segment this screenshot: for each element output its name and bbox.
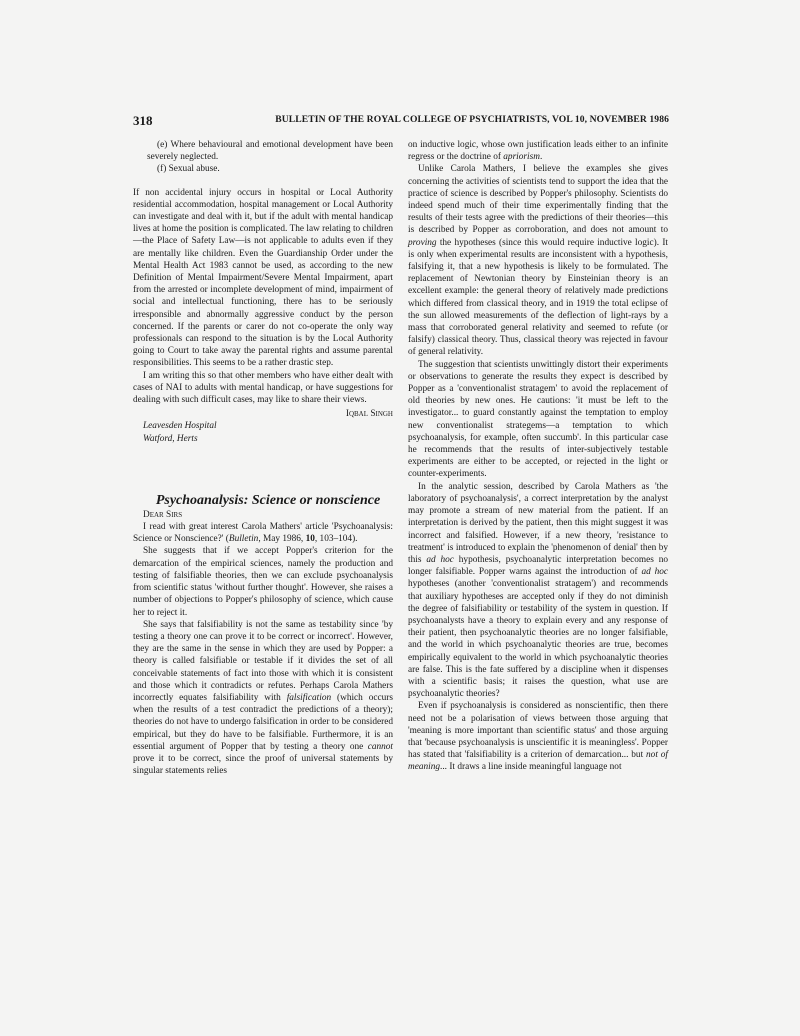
article-paragraph: She suggests that if we accept Popper's criterion for the demarcation of the empirical sciences, namely the production and testing of falsifiable theories, then we can exclude psychoanalysis from scientific status 'without further thought'. However, she raises a number of objections to Popper's philosophy of science, which cause her to reject it.	[133, 546, 393, 618]
list-item-e: (e) Where behavioural and emotional development have been severely neglected.	[147, 140, 393, 163]
journal-name: Bulletin	[228, 534, 259, 545]
page-number: 318	[133, 113, 153, 128]
list-item-f: (f) Sexual abuse.	[157, 164, 220, 175]
article-paragraph: on inductive logic, whose own justification leads either to an infinite regress or the doctrine of apriorism.	[408, 140, 668, 163]
article-paragraph: She says that falsifiability is not the same as testability since 'by testing a theory one can prove it to be correct or incorrect'. However, they are the same in the sense in which they are used by Popper: a theory is called falsifiable or testable if it divides the set of all conceivable statements of fact into those with which it is consistent and those which it contradicts or refutes. Perhaps Carola Mathers incorrectly equates falsifiability with falsification (which occurs when the results of a test contradict the predictions of a theory); theories do not have to undergo falsification in order to be considered empirical, but they do have to be falsifiable. Furthermore, it is an essential argument of Popper that by testing a theory one cannot prove it to be correct, since the proof of universal statements by singular statements relies	[133, 619, 393, 777]
article-paragraph: The suggestion that scientists unwittingly distort their experiments or observations to generate the results they expect is described by Popper as a 'conventionalist stratagem' to avoid the replacement of old theories by new ones. He cautions: 'it must be left to the investigator... to guard constantly against the temptation to employ new conventionalist strategems—a temptation to which psychoanalysis, for example, often succumb'. In this particular case he recommends that the results of inter-subjectively testable experiments are either to be accepted, or rejected in the light or counter-experiments.	[408, 359, 668, 480]
article-paragraph: Unlike Carola Mathers, I believe the examples she gives concerning the activities of scientists tend to support the idea that the practice of science is described by Popper's philosophy. Scientists do indeed spend much of their time experimentally finding that the results of their tests agree with the predictions of their theories—this is described by Popper as corroboration, and does not amount to proving the hypotheses (since this would require inductive logic). It is only when experimental results are inconsistent with a hypothesis, falsifying it, that a new hypothesis is likely to be formulated. The replacement of Newtonian theory by Einsteinian theory is an excellent example: the general theory of relatively made predictions which differed from classical theory, and in 1919 the total eclipse of the sun allowed measurements of the deflection of light-rays by a mass that corroborated general relativity and seemed to refute (or falsify) classical theory. Thus, classical theory was rejected in favour of general relativity.	[408, 164, 668, 358]
volume-number: 10	[305, 534, 315, 545]
page-header	[133, 113, 669, 129]
right-column	[408, 139, 668, 774]
author-affiliation-line: Leavesden Hospital	[143, 421, 217, 432]
article-paragraph: In the analytic session, described by Carola Mathers as 'the laboratory of psychoanalysis', a correct interpretation by the analyst may promote a stream of new material from the patient. If an interpretation is derived by the patient, then this might suggest it was incorrect and falsified. However, if a new theory, 'resistance to treatment' is introduced to explain the 'phenomenon of denial' then by this ad hoc hypothesis, psychoanalytic interpretation becomes no longer falsifiable. Popper warns against the introduction of ad hoc hypotheses (another 'conventionalist stratagem') and recommends that auxiliary hypotheses are accepted only if they do not diminish the degree of falsifiability or testability of the system in question. If psychoanalysts have a theory to explain every and any response of their patient, then psychoanalytic theories are no longer falsifiable, and the world in which psychoanalytic theories are true, becomes empirically equivalent to the world in which psychoanalytic theories are false. This is the fate suffered by a discipline when it dispenses with a scientific basis; it raises the question, what use are psychoanalytic theories?	[408, 481, 669, 700]
salutation: Dear Sirs	[143, 509, 183, 520]
letter-paragraph: If non accidental injury occurs in hospital or Local Authority residential accommodation, hospital management or Local Authority can investigate and deal with it, but if the adult with mental handicap lives at home the position is complicated. The law relating to children—the Place of Safety Law—is not applicable to adults even if they are mentally like children. Even the Guardianship Order under the Mental Health Act 1983 cannot be used, as according to the new Definition of Mental Impairment/Severe Mental Impairment, apart from the arrested or incomplete development of mind, impairment of social and intellectual functioning, there has to be seriously irresponsible and abnormally aggressive conduct by the person concerned. If the parents or carer do not co-operate the only way professionals can respond to the situation is by the Local Authority going to Court to take away the parental rights and assume parental responsibilities. This seems to be a rather drastic step.	[133, 187, 393, 369]
left-column	[133, 139, 393, 777]
running-title: BULLETIN OF THE ROYAL COLLEGE OF PSYCHIATRISTS, VOL 10, NOVEMBER 1986	[275, 114, 669, 125]
article-title: Psychoanalysis: Science or nonscience	[155, 492, 381, 508]
author-affiliation-line: Watford, Herts	[143, 433, 198, 444]
author-signature: Iqbal Singh	[345, 409, 393, 420]
article-paragraph: I read with great interest Carola Mathers' article 'Psychoanalysis: Science or Nonscience?' (Bulletin, May 1986, 10, 103–104).	[133, 522, 393, 545]
letter-paragraph: I am writing this so that other members who have either dealt with cases of NAI to adults with mental handicap, or have suggestions for dealing with such difficult cases, may like to share their views.	[133, 370, 393, 406]
article-paragraph: Even if psychoanalysis is considered as nonscientific, then there need not be a polarisation of views between those arguing that 'meaning is more important than scientific status' and those arguing that 'because psychoanalysis is unscientific it is meaningless'. Popper has stated that 'falsifiability is a criterion of demarcation... but not of meaning... It draws a line inside meaningful language not	[408, 701, 668, 773]
